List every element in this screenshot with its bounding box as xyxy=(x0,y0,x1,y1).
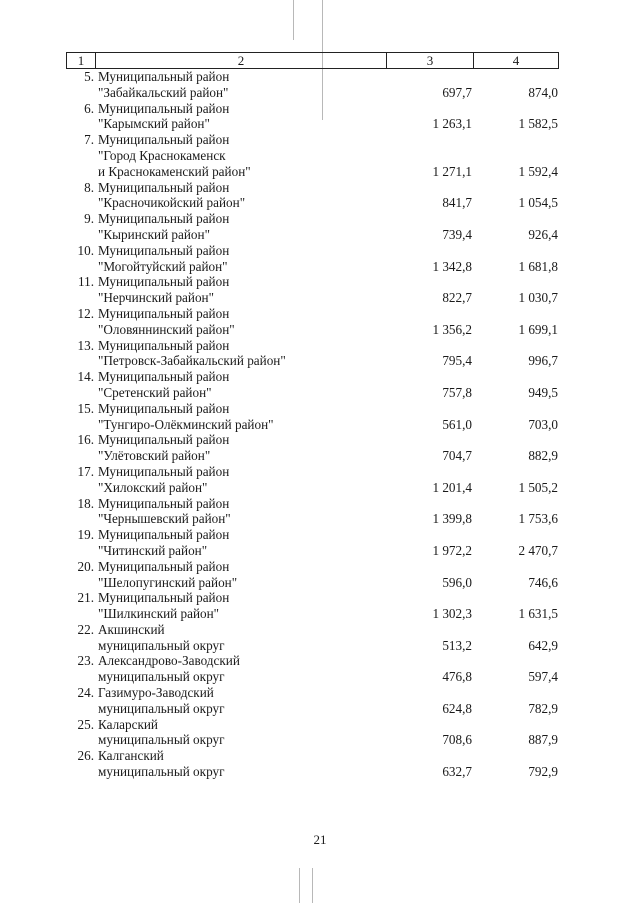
table-row xyxy=(0,369,640,401)
row-value-col-3: 1 972,2 xyxy=(432,542,472,558)
row-name-line: "Нерчинский район" xyxy=(98,290,214,306)
row-value-col-4: 792,9 xyxy=(528,764,558,780)
row-number: 25. xyxy=(77,716,94,732)
row-name-line: "Красночикойский район" xyxy=(98,195,246,211)
table-row xyxy=(0,717,640,749)
row-name-line: Муниципальный район xyxy=(98,369,230,385)
row-name-line: Муниципальный район xyxy=(98,211,230,227)
row-value-col-3: 1 399,8 xyxy=(432,511,472,527)
row-number: 23. xyxy=(77,653,94,669)
scan-artifact-line xyxy=(312,868,313,903)
row-value-col-4: 2 470,7 xyxy=(518,542,558,558)
row-name-line: "Улётовский район" xyxy=(98,448,211,464)
table-row xyxy=(0,685,640,717)
row-value-col-4: 782,9 xyxy=(528,700,558,716)
row-value-col-3: 1 302,3 xyxy=(432,606,472,622)
row-name-line: "Тунгиро-Олёкминский район" xyxy=(98,416,274,432)
scan-artifact-line xyxy=(293,0,294,40)
row-name-line: Муниципальный район xyxy=(98,432,230,448)
row-value-col-4: 926,4 xyxy=(528,226,558,242)
row-value-col-4: 949,5 xyxy=(528,384,558,400)
row-number: 6. xyxy=(84,100,94,116)
row-number: 10. xyxy=(77,242,94,258)
row-number: 19. xyxy=(77,527,94,543)
row-number: 8. xyxy=(84,179,94,195)
row-value-col-3: 708,6 xyxy=(442,732,472,748)
row-value-col-4: 1 699,1 xyxy=(518,321,558,337)
row-value-col-3: 476,8 xyxy=(442,669,472,685)
row-name-line: Муниципальный район xyxy=(98,100,230,116)
row-name-line: "Город Краснокаменск xyxy=(98,147,226,163)
table-header-col-4: 4 xyxy=(473,52,559,69)
row-value-col-3: 1 342,8 xyxy=(432,258,472,274)
table-row xyxy=(0,338,640,370)
row-name-line: Муниципальный район xyxy=(98,242,230,258)
row-name-line: Газимуро-Заводский xyxy=(98,685,214,701)
row-name-line: Муниципальный район xyxy=(98,463,230,479)
row-number: 5. xyxy=(84,69,94,84)
row-number: 15. xyxy=(77,400,94,416)
table-row xyxy=(0,590,640,622)
table-row xyxy=(0,401,640,433)
table-row xyxy=(0,464,640,496)
row-number: 24. xyxy=(77,685,94,701)
row-number: 9. xyxy=(84,211,94,227)
row-name-line: Калганский xyxy=(98,748,164,764)
row-value-col-3: 795,4 xyxy=(442,353,472,369)
row-value-col-3: 704,7 xyxy=(442,448,472,464)
row-name-line: Муниципальный район xyxy=(98,69,230,84)
row-value-col-3: 632,7 xyxy=(442,764,472,780)
row-name-line: Каларский xyxy=(98,716,158,732)
row-value-col-3: 596,0 xyxy=(442,574,472,590)
table-body xyxy=(0,69,640,780)
row-name-line: "Шелопугинский район" xyxy=(98,574,238,590)
row-value-col-4: 642,9 xyxy=(528,637,558,653)
row-name-line: "Могойтуйский район" xyxy=(98,258,228,274)
row-name-line: Муниципальный район xyxy=(98,337,230,353)
row-number: 20. xyxy=(77,558,94,574)
row-value-col-4: 703,0 xyxy=(528,416,558,432)
row-value-col-3: 822,7 xyxy=(442,290,472,306)
row-name-line: "Чернышевский район" xyxy=(98,511,231,527)
row-name-line: "Кыринский район" xyxy=(98,226,210,242)
row-name-line: Муниципальный район xyxy=(98,132,230,148)
row-number: 16. xyxy=(77,432,94,448)
table-row xyxy=(0,243,640,275)
row-number: 7. xyxy=(84,132,94,148)
table-row xyxy=(0,559,640,591)
row-value-col-3: 513,2 xyxy=(442,637,472,653)
row-name-line: муниципальный округ xyxy=(98,764,225,780)
row-value-col-4: 1 582,5 xyxy=(518,116,558,132)
table-row xyxy=(0,101,640,133)
table-header-col-3: 3 xyxy=(386,52,474,69)
row-name-line: "Забайкальский район" xyxy=(98,84,229,100)
table-row xyxy=(0,622,640,654)
row-number: 21. xyxy=(77,590,94,606)
row-name-line: Александрово-Заводский xyxy=(98,653,240,669)
table-row xyxy=(0,496,640,528)
table-header-col-2: 2 xyxy=(95,52,387,69)
row-name-line: "Оловяннинский район" xyxy=(98,321,235,337)
row-name-line: "Петровск-Забайкальский район" xyxy=(98,353,286,369)
row-value-col-4: 1 681,8 xyxy=(518,258,558,274)
table-row xyxy=(0,132,640,179)
row-name-line: муниципальный округ xyxy=(98,700,225,716)
page-number: 21 xyxy=(313,832,327,847)
row-value-col-4: 874,0 xyxy=(528,84,558,100)
row-value-col-3: 841,7 xyxy=(442,195,472,211)
row-name-line: Муниципальный район xyxy=(98,305,230,321)
row-value-col-4: 1 753,6 xyxy=(518,511,558,527)
row-value-col-4: 1 631,5 xyxy=(518,606,558,622)
row-number: 11. xyxy=(78,274,94,290)
row-number: 18. xyxy=(77,495,94,511)
row-name-line: "Сретенский район" xyxy=(98,384,212,400)
row-value-col-4: 996,7 xyxy=(528,353,558,369)
row-name-line: "Читинский район" xyxy=(98,542,208,558)
row-name-line: Муниципальный район xyxy=(98,590,230,606)
table-row xyxy=(0,748,640,780)
row-value-col-3: 1 271,1 xyxy=(432,163,472,179)
row-value-col-4: 1 592,4 xyxy=(518,163,558,179)
row-value-col-3: 1 356,2 xyxy=(432,321,472,337)
row-name-line: и Краснокаменский район" xyxy=(98,163,251,179)
table-row xyxy=(0,306,640,338)
row-name-line: Муниципальный район xyxy=(98,527,230,543)
scan-artifact-line xyxy=(299,868,300,903)
row-name-line: "Карымский район" xyxy=(98,116,210,132)
row-number: 13. xyxy=(77,337,94,353)
table-row xyxy=(0,653,640,685)
row-name-line: Муниципальный район xyxy=(98,495,230,511)
row-number: 14. xyxy=(77,369,94,385)
row-value-col-3: 561,0 xyxy=(442,416,472,432)
row-name-line: муниципальный округ xyxy=(98,669,225,685)
row-value-col-3: 697,7 xyxy=(442,84,472,100)
row-number: 26. xyxy=(77,748,94,764)
row-value-col-3: 1 201,4 xyxy=(432,479,472,495)
table-row xyxy=(0,274,640,306)
table-row xyxy=(0,69,640,101)
table-header-col-1: 1 xyxy=(66,52,96,69)
table-row xyxy=(0,527,640,559)
row-value-col-4: 1 030,7 xyxy=(518,290,558,306)
row-name-line: муниципальный округ xyxy=(98,732,225,748)
row-name-line: "Шилкинский район" xyxy=(98,606,220,622)
row-name-line: Муниципальный район xyxy=(98,400,230,416)
row-name-line: "Хилокский район" xyxy=(98,479,208,495)
row-number: 22. xyxy=(77,621,94,637)
row-value-col-3: 624,8 xyxy=(442,700,472,716)
row-value-col-4: 746,6 xyxy=(528,574,558,590)
row-value-col-3: 739,4 xyxy=(442,226,472,242)
row-value-col-4: 1 505,2 xyxy=(518,479,558,495)
row-name-line: Муниципальный район xyxy=(98,179,230,195)
row-name-line: муниципальный округ xyxy=(98,637,225,653)
row-name-line: Муниципальный район xyxy=(98,558,230,574)
table-row xyxy=(0,211,640,243)
row-number: 17. xyxy=(77,463,94,479)
row-value-col-4: 1 054,5 xyxy=(518,195,558,211)
row-value-col-4: 597,4 xyxy=(528,669,558,685)
row-value-col-4: 882,9 xyxy=(528,448,558,464)
row-number: 12. xyxy=(77,305,94,321)
row-value-col-4: 887,9 xyxy=(528,732,558,748)
table-row xyxy=(0,180,640,212)
row-name-line: Муниципальный район xyxy=(98,274,230,290)
table-row xyxy=(0,432,640,464)
row-value-col-3: 1 263,1 xyxy=(432,116,472,132)
row-name-line: Акшинский xyxy=(98,621,165,637)
row-value-col-3: 757,8 xyxy=(442,384,472,400)
